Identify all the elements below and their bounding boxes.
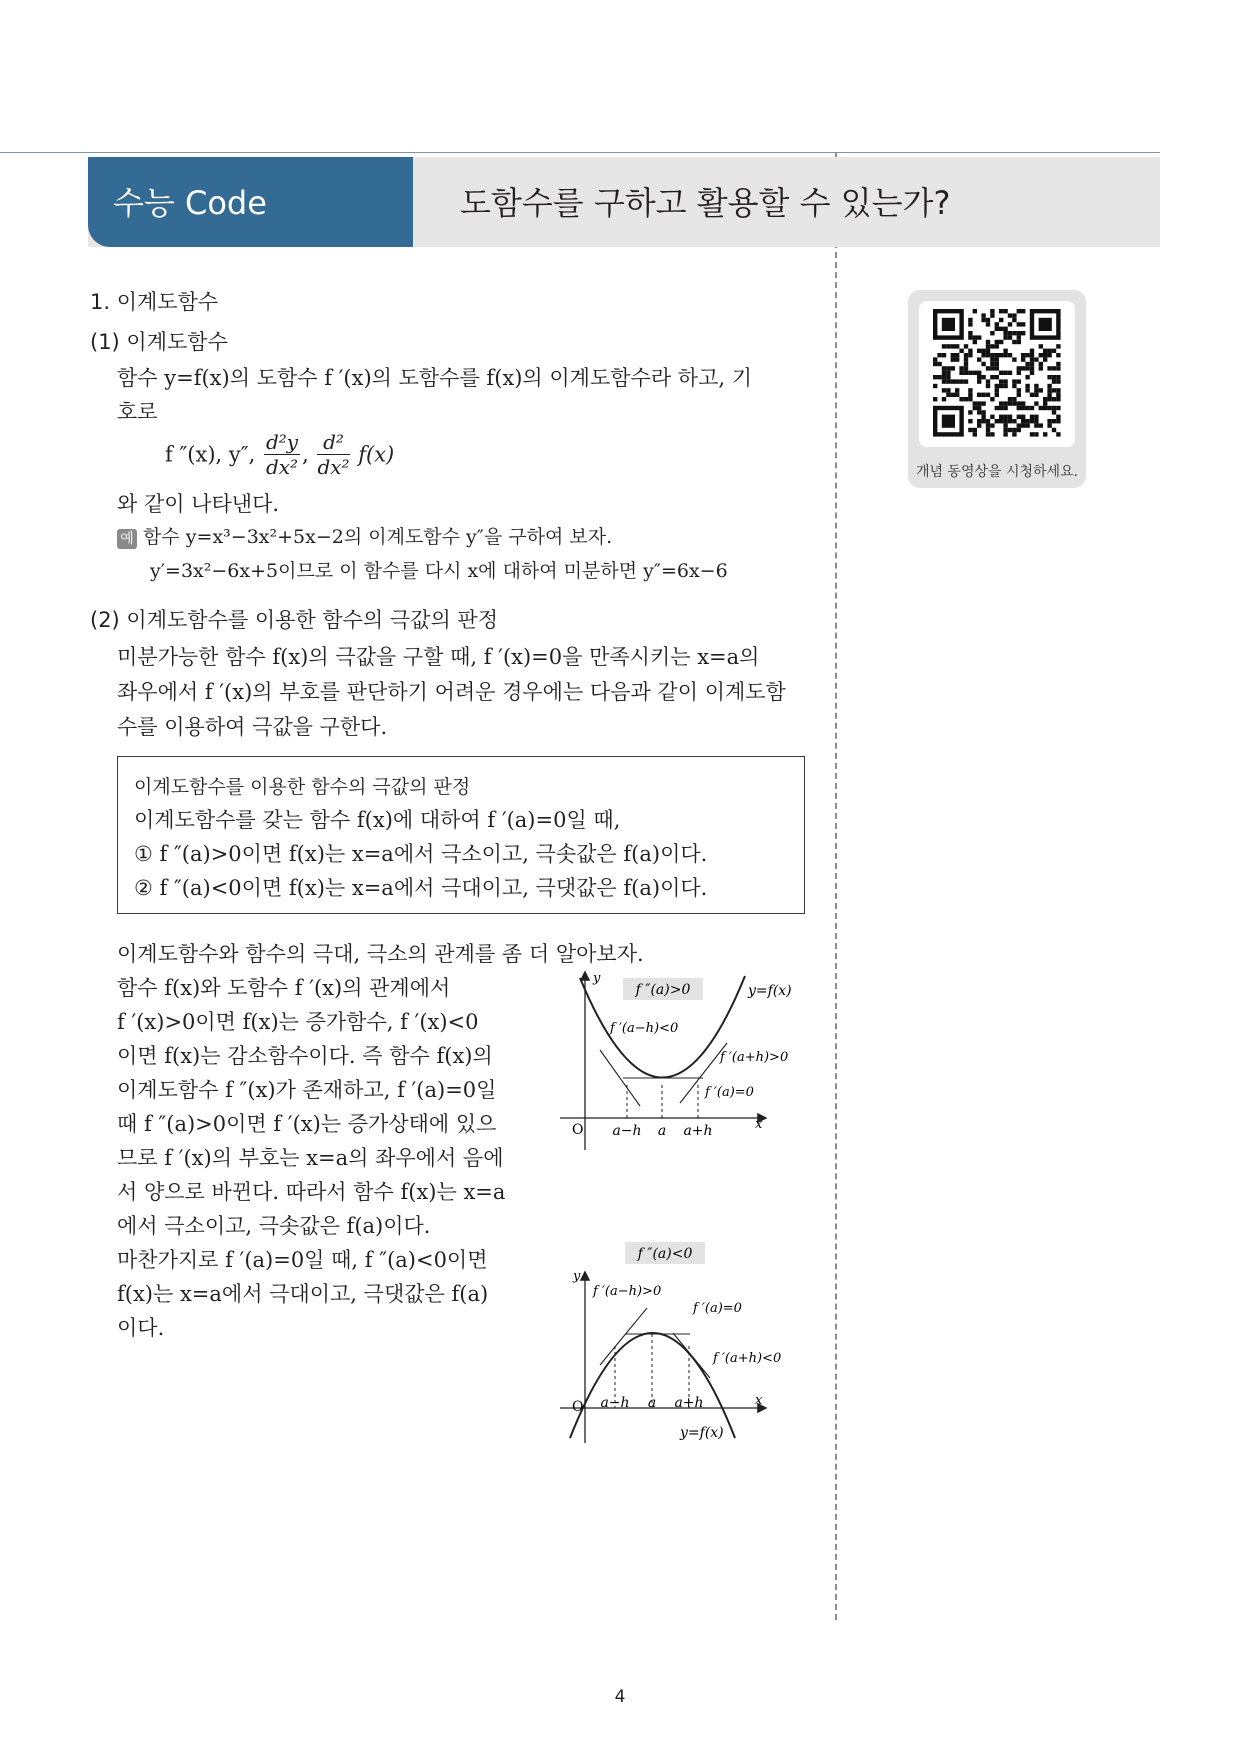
explanation-line: 이계도함수 f ″(x)가 존재하고, f ′(a)=0일 (117, 1078, 497, 1102)
example-text-1: 함수 y=x³−3x²+5x−2의 이계도함수 y″을 구하여 보자. (143, 526, 613, 548)
tick-a: a (647, 1395, 657, 1411)
qr-panel[interactable] (908, 290, 1086, 488)
graph-local-maximum (555, 1238, 815, 1448)
paragraph-line: 미분가능한 함수 f(x)의 극값을 구할 때, f ′(x)=0을 만족시키는 x=a의 (117, 645, 760, 669)
definition-line-1: 함수 y=f(x)의 도함수 f ′(x)의 도함수를 f(x)의 이계도함수라 하고, 기 (117, 366, 752, 390)
curve-label: y=f(x) (680, 1425, 724, 1441)
fraction-d-dx (317, 430, 349, 479)
subsection-heading-2: (2) 이계도함수를 이용한 함수의 극값의 판정 (90, 608, 498, 632)
notation-formula: f ″(x), y″, $\frac{\text{d²y}}{\text{dx²}}$ , $\frac{\text{d²}}{\text{dx²}}$ f(x) (165, 430, 395, 479)
qr-caption: 개념 동영상을 시청하세요. (915, 464, 1079, 480)
explanation-line: f(x)는 x=a에서 극대이고, 극댓값은 f(a) (117, 1282, 489, 1306)
left-slope-label: f ′(a−h)<0 (610, 1021, 679, 1036)
fraction-dy-dx (264, 430, 300, 479)
intro-line: 이계도함수와 함수의 극대, 극소의 관계를 좀 더 알아보자. (117, 942, 644, 966)
paragraph-line: 수를 이용하여 극값을 구한다. (117, 715, 388, 739)
origin-label: O (572, 1122, 584, 1138)
paragraph-line: 좌우에서 f ′(x)의 부호를 판단하기 어려운 경우에는 다음과 같이 이계도함 (117, 680, 786, 704)
section-heading: 1. 이계도함수 (90, 290, 219, 314)
qr-code-icon[interactable] (919, 301, 1075, 447)
notation-tail: f(x) (358, 442, 395, 467)
fraction-denominator: dx² (317, 455, 350, 479)
graph-local-minimum (555, 968, 815, 1153)
explanation-line: 마찬가지로 f ′(a)=0일 때, f ″(a)<0이면 (117, 1248, 488, 1272)
definition-line-2: 호로 (117, 400, 158, 424)
vertex-slope-label: f ′(a)=0 (693, 1301, 742, 1316)
right-slope-label: f ′(a+h)>0 (720, 1050, 789, 1065)
tick-a-plus-h: a+h (674, 1395, 704, 1411)
explanation-line: f ′(x)>0이면 f(x)는 증가함수, f ′(x)<0 (117, 1010, 479, 1034)
explanation-line: 이면 f(x)는 감소함수이다. 즉 함수 f(x)의 (117, 1044, 493, 1068)
definition-line-3: 와 같이 나타낸다. (117, 492, 280, 516)
condition-label: f ″(a)>0 (635, 982, 691, 998)
explanation-line: 서 양으로 바뀐다. 따라서 함수 f(x)는 x=a (117, 1180, 506, 1204)
condition-label: f ″(a)<0 (637, 1246, 693, 1262)
top-rule (0, 152, 1160, 153)
explanation-line: 므로 f ′(x)의 부호는 x=a의 좌우에서 음에 (117, 1146, 504, 1170)
header-code-label: 수능 Code (113, 184, 267, 222)
example-line-1 (117, 522, 612, 549)
y-axis-label: y (593, 971, 601, 986)
right-slope-label: f ′(a+h)<0 (713, 1351, 782, 1366)
curve-label: y=f(x) (748, 983, 792, 999)
tangent-right (673, 1333, 710, 1378)
y-axis-label: y (573, 1269, 581, 1284)
left-slope-label: f ′(a−h)>0 (593, 1284, 662, 1299)
criterion-line: ② f ″(a)<0이면 f(x)는 x=a에서 극대이고, 극댓값은 f(a)이다. (134, 876, 708, 900)
explanation-line: 에서 극소이고, 극솟값은 f(a)이다. (117, 1214, 431, 1238)
example-line-2: y′=3x²−6x+5이므로 이 함수를 다시 x에 대하여 미분하면 y″=6x−6 (150, 560, 728, 582)
fraction-numerator: d² (317, 430, 349, 455)
subsection-heading-1: (1) 이계도함수 (90, 330, 228, 354)
tick-a: a (657, 1123, 667, 1139)
x-axis-label: x (755, 1117, 763, 1132)
fraction-denominator: dx² (265, 455, 299, 479)
origin-label: O (572, 1399, 584, 1415)
criterion-line: 이계도함수를 갖는 함수 f(x)에 대하여 f ′(a)=0일 때, (134, 808, 621, 832)
explanation-line: 함수 f(x)와 도함수 f ′(x)의 관계에서 (117, 976, 451, 1000)
fraction-numerator: d²y (265, 430, 299, 454)
explanation-line: 이다. (117, 1316, 165, 1340)
vertex-slope-label: f ′(a)=0 (705, 1085, 754, 1100)
explanation-line: 때 f ″(a)>0이면 f ′(x)는 증가상태에 있으 (117, 1112, 497, 1136)
column-divider (835, 152, 837, 1620)
x-axis-label: x (755, 1393, 763, 1408)
page-number: 4 (614, 1687, 626, 1707)
header-title: 도함수를 구하고 활용할 수 있는가? (460, 184, 951, 222)
example-badge: 예 (117, 529, 137, 549)
tick-a-minus-h: a−h (600, 1395, 630, 1411)
tick-a-minus-h: a−h (612, 1123, 642, 1139)
criterion-line: ① f ″(a)>0이면 f(x)는 x=a에서 극소이고, 극솟값은 f(a)이다. (134, 842, 708, 866)
tick-a-plus-h: a+h (683, 1123, 713, 1139)
criterion-title: 이계도함수를 이용한 함수의 극값의 판정 (134, 776, 471, 798)
notation-prefix: f ″(x), y″, (165, 442, 256, 467)
